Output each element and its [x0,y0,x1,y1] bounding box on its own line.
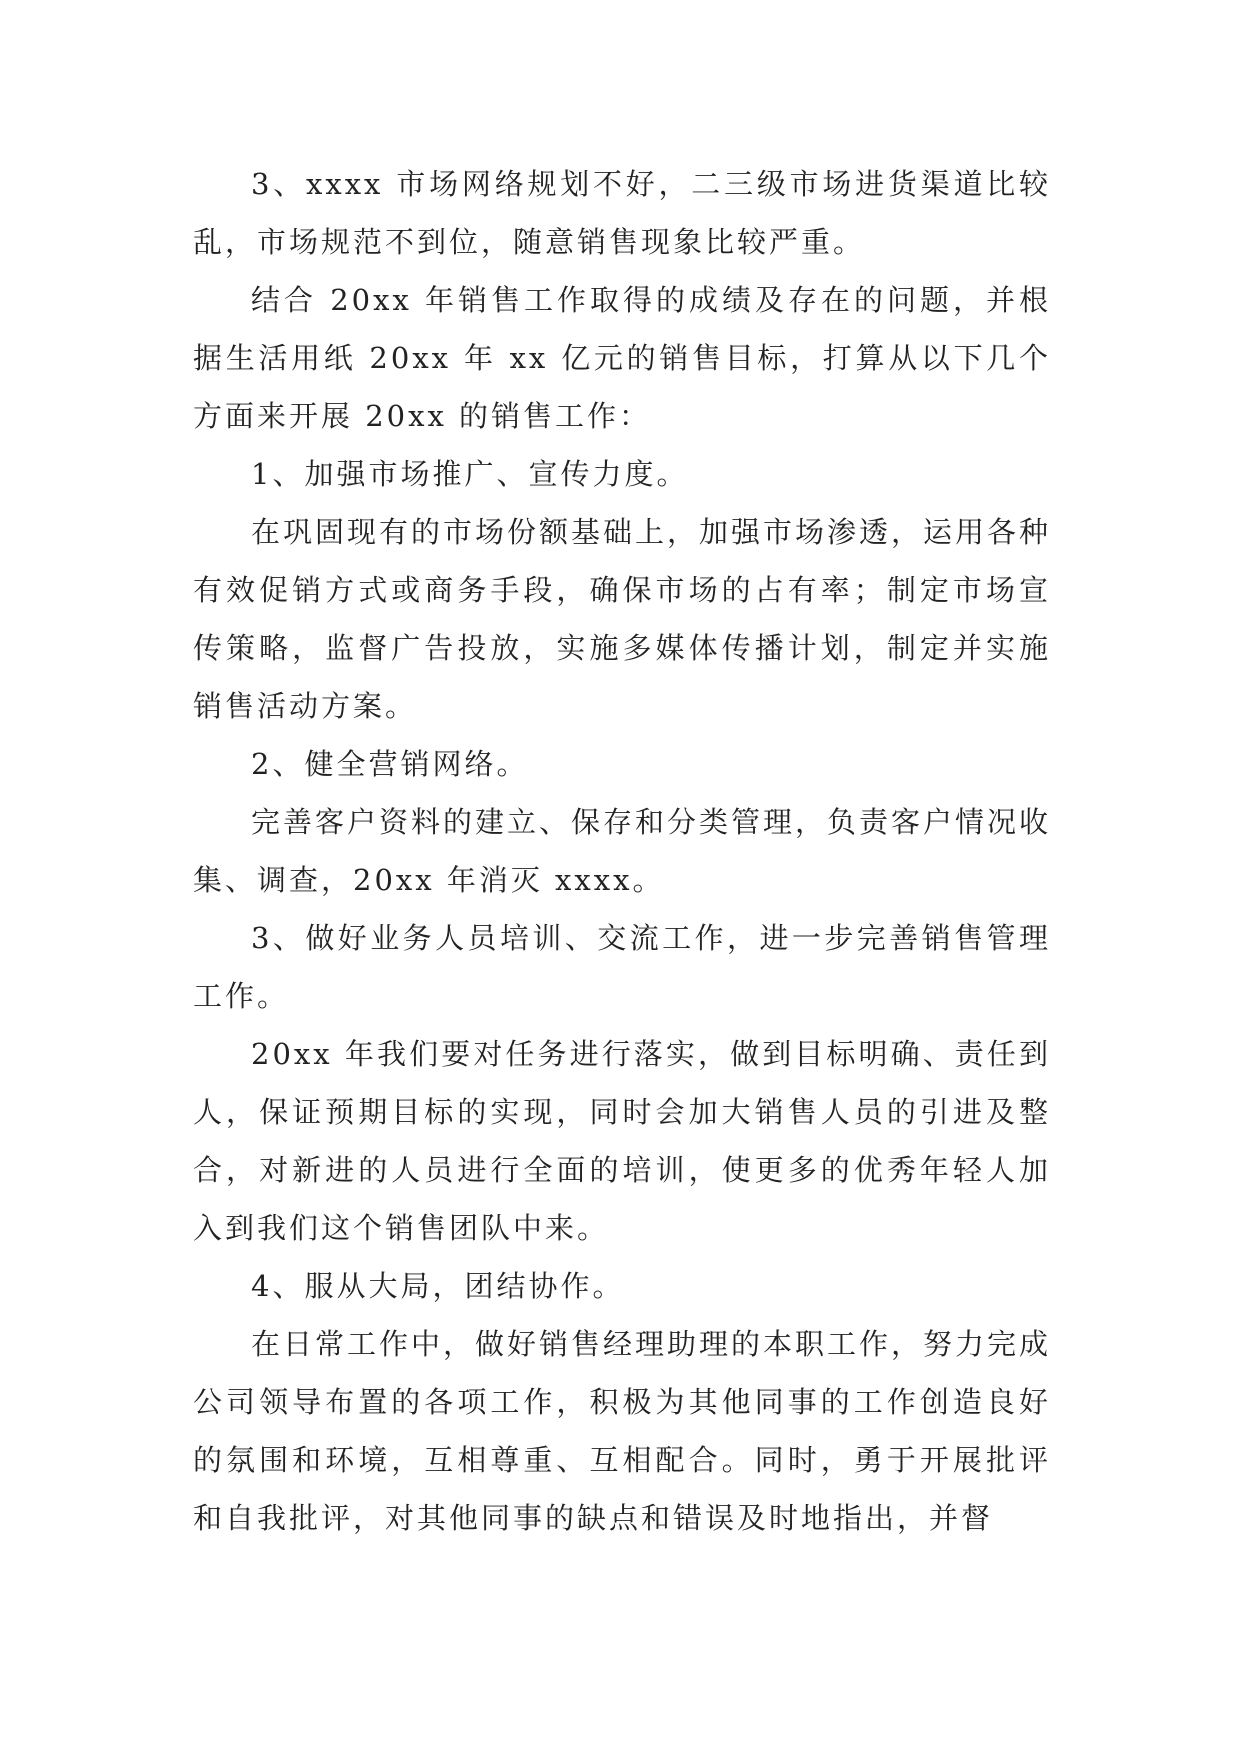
paragraph-promotion-details: 在巩固现有的市场份额基础上，加强市场渗透，运用各种有效促销方式或商务手段，确保市场的占有率；制定市场宣传策略，监督广告投放，实施多媒体传播计划，制定并实施销售活动方案。 [193,515,1052,723]
paragraph-teamwork-details: 在日常工作中，做好销售经理助理的本职工作，努力完成公司领导布置的各项工作，积极为其他同事的工作创造良好的氛围和环境，互相尊重、互相配合。同时，勇于开展批评和自我批评，对其他同事的缺点和错误及时地指出，并督 [193,1327,1052,1535]
paragraph-market-network-issue: 3、xxxx 市场网络规划不好，二三级市场进货渠道比较乱，市场规范不到位，随意销售现象比较严重。 [193,167,1051,259]
paragraph-sales-plan-intro: 结合 20xx 年销售工作取得的成绩及存在的问题，并根据生活用纸 20xx 年 xx 亿元的销售目标，打算从以下几个方面来开展 20xx 的销售工作： [193,283,1051,433]
paragraph-customer-management: 完善客户资料的建立、保存和分类管理，负责客户情况收集、调查，20xx 年消灭 xxxx。 [193,805,1052,897]
paragraph-heading-3: 3、做好业务人员培训、交流工作，进一步完善销售管理工作。 [193,921,1051,1013]
paragraph-heading-4: 4、服从大局，团结协作。 [251,1269,625,1303]
paragraph-heading-2: 2、健全营销网络。 [251,747,529,781]
document-body [193,155,1051,1547]
paragraph-training-details: 20xx 年我们要对任务进行落实，做到目标明确、责任到人，保证预期目标的实现，同时会加大销售人员的引进及整合，对新进的人员进行全面的培训，使更多的优秀年轻人加入到我们这个销售团队中来。 [193,1037,1051,1245]
paragraph-heading-1: 1、加强市场推广、宣传力度。 [251,457,689,491]
